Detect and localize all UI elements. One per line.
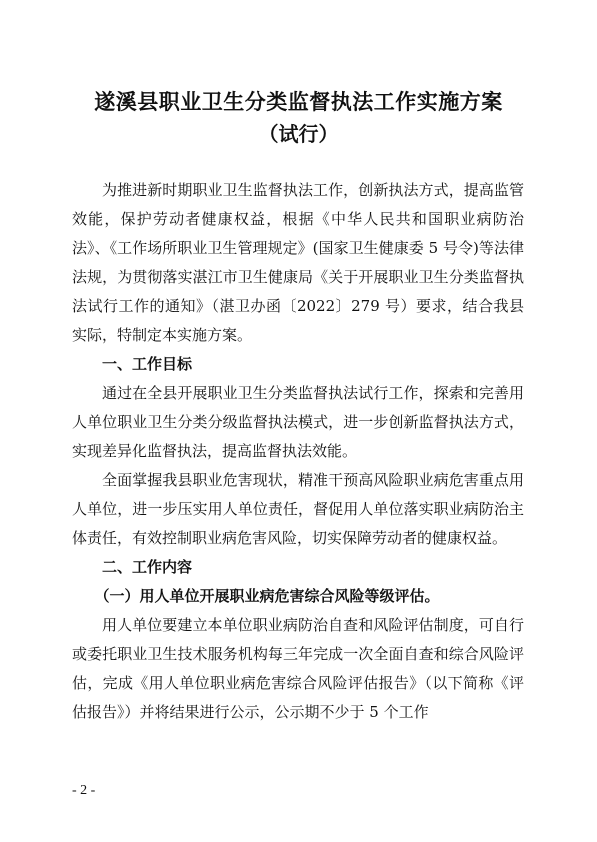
document-body bbox=[72, 176, 524, 727]
page-number: - 2 - bbox=[72, 783, 96, 798]
section-heading-content: 二、工作内容 bbox=[102, 558, 193, 576]
document-subtitle: （试行） bbox=[258, 122, 339, 146]
goals-paragraph-1: 通过在全县开展职业卫生分类监督执法试行工作，探索和完善用人单位职业卫生分类分级监督执法模式，进一步创新监督执法方式，实现差异化监督执法，提高监督执法效能。 bbox=[72, 384, 524, 460]
section-heading-goals: 一、工作目标 bbox=[102, 355, 193, 373]
goals-paragraph-2: 全面掌握我县职业危害现状，精准干预高风险职业病危害重点用人单位，进一步压实用人单位责任，督促用人单位落实职业病防治主体责任，有效控制职业病危害风险，切实保障劳动者的健康权益。 bbox=[72, 471, 524, 547]
document-title: 遂溪县职业卫生分类监督执法工作实施方案 bbox=[94, 90, 503, 114]
intro-paragraph: 为推进新时期职业卫生监督执法工作，创新执法方式，提高监管效能，保护劳动者健康权益，根据《中华人民共和国职业病防治法》、《工作场所职业卫生管理规定》(国家卫生健康委 5 号令)等法律法规，为贯彻落实湛江市卫生健康局《关于开展职业卫生分类监督执法试行工作的通知》（湛卫办函〔2022〕279 号）要求，结合我县实际，特制定本实施方案。 bbox=[72, 181, 524, 344]
content-paragraph-1: 用人单位要建立本单位职业病防治自查和风险评估制度，可自行或委托职业卫生技术服务机构每三年完成一次全面自查和综合风险评估，完成《用人单位职业病危害综合风险评估报告》（以下简称《评估报告》）并将结果进行公示，公示期不少于 5 个工作 bbox=[72, 616, 524, 721]
subsection-heading-1: （一）用人单位开展职业病危害综合风险等级评估。 bbox=[94, 587, 440, 605]
